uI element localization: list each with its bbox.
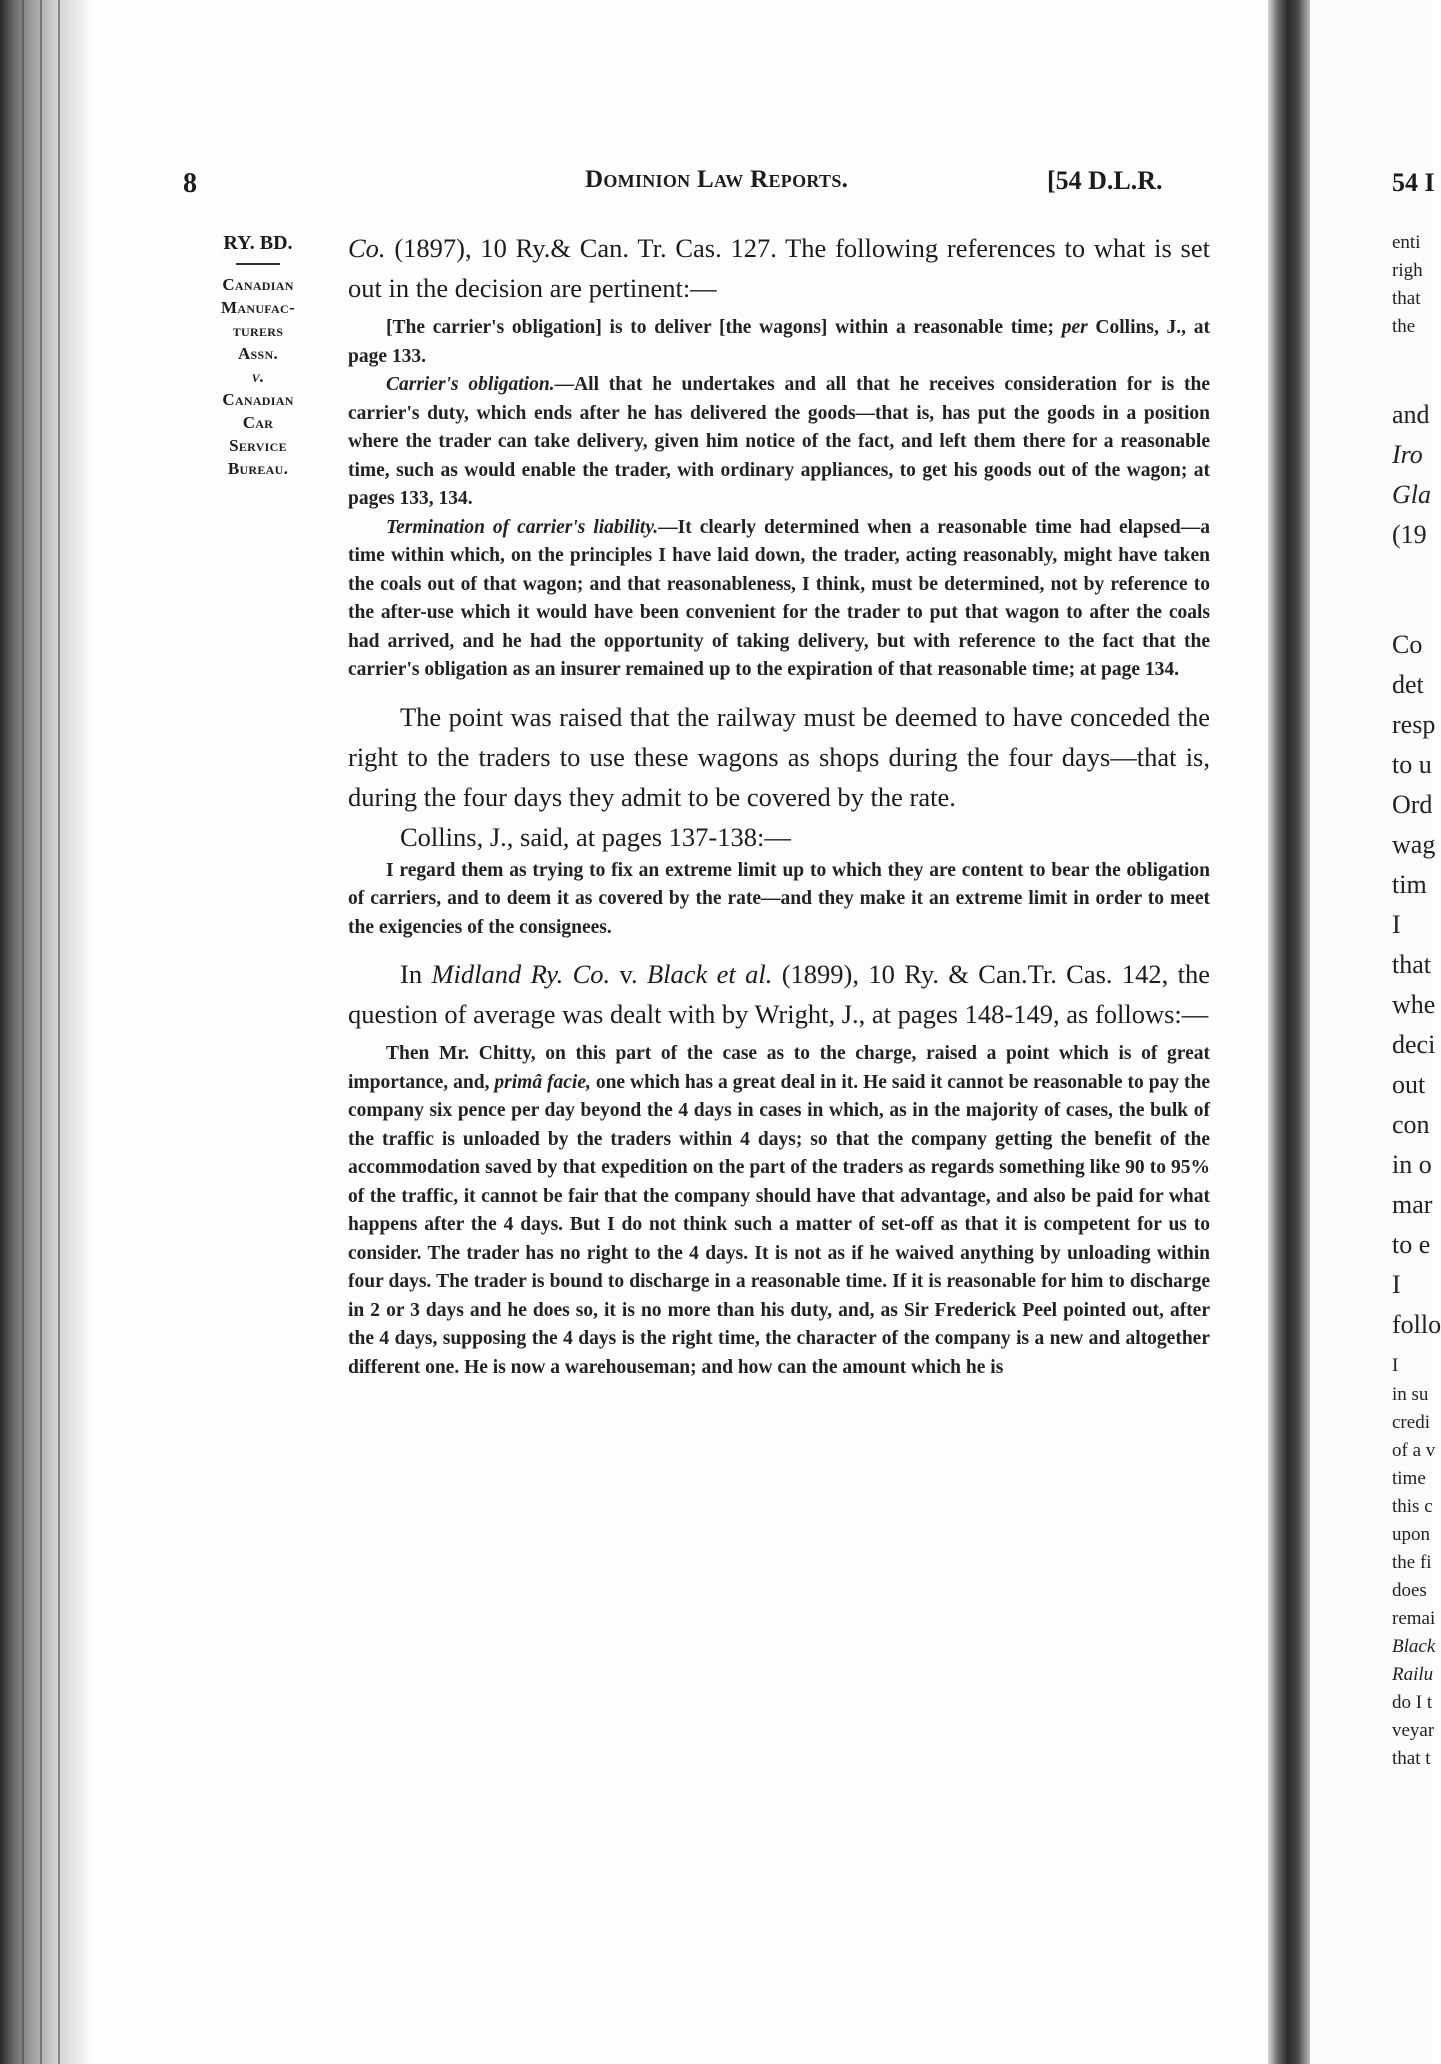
case-abbrev: Co. xyxy=(348,233,386,263)
facing-page-line: the fi xyxy=(1392,1552,1432,1573)
quote-5-text: one which has a great deal in it. He said it cannot be reasonable to pay the company six pence per day beyond the 4 days in cases in which, as in the majority of cases, the bulk of the traffic is unloaded by the traders within 4 days; so that the company getting the benefit of the accommodation saved by that expedition on the part of the traders as regards something like 90 to 95% of the traffic, it cannot be fair that the company should have that advantage, and also be paid for what happens after the 4 days. But I do not think such a matter of set-off as that it is competent for us to consider. The trader has no right to the 4 days. It is not as if he waived anything by unloading within four days. The trader is bound to discharge in a reasonable time. If it is reasonable for him to discharge in 2 or 3 days and he does so, it is no more than his duty, and, as Sir Frederick Peel pointed out, after the 4 days, supposing the 4 days is the right time, the character of the company is a new and altogether different one. He is now a warehouseman; and how can the amount which he is xyxy=(348,1071,1210,1378)
facing-page-line: that t xyxy=(1392,1748,1431,1769)
page-number: 8 xyxy=(183,168,197,199)
facing-page-line: (19 xyxy=(1392,520,1427,549)
facing-page-line: con xyxy=(1392,1110,1430,1139)
facing-page-line: Co xyxy=(1392,630,1423,659)
side-note xyxy=(190,232,326,480)
facing-page-line: follo xyxy=(1392,1310,1441,1339)
facing-page-line: and xyxy=(1392,400,1430,429)
facing-page-line: Gla xyxy=(1392,480,1431,509)
quote-1 xyxy=(348,314,1210,371)
facing-page-line: remai xyxy=(1392,1608,1436,1629)
paragraph-4 xyxy=(348,954,1210,1034)
quote-5-lead: Then Mr. Chitty, on this part of the case as to the charge, raised a point which is of great importance, and, xyxy=(348,1043,1210,1093)
quote-2 xyxy=(348,371,1210,514)
facing-page-line: Iro xyxy=(1392,440,1423,469)
facing-page-line: Ord xyxy=(1392,790,1433,819)
facing-page-line: deci xyxy=(1392,1030,1436,1059)
quote-3 xyxy=(348,514,1210,685)
side-note-party-line: Bureau. xyxy=(227,459,289,478)
facing-page-line: Railu xyxy=(1392,1664,1434,1685)
facing-page-line: to u xyxy=(1392,750,1432,779)
side-note-court: RY. BD. xyxy=(223,232,293,254)
book-binding xyxy=(0,0,95,2064)
quote-3-text: —It clearly determined when a reasonable time had elapsed—a time within which, on the principles I have laid down, the trader, acting reasonably, might have taken the coals out of that wagon; and that reasonableness, I think, must be determined, not by reference to the after-use which it would have been convenient for the trader to put that wagon to after the coals had arrived, and he had the opportunity of taking delivery, but with reference to the fact that the carrier's obligation as an insurer remained up to the expiration of that reasonable time; at page 134. xyxy=(348,516,1210,680)
quote-3-heading: Termination of carrier's liability. xyxy=(386,516,659,538)
quote-4: I regard them as trying to fix an extreme limit up to which they are content to bear the obligation of carriers, and to deem it as covered by the rate—and they make it an extreme limit in order to meet the exigencies of the consignees. xyxy=(348,859,1210,938)
facing-page-line: out xyxy=(1392,1070,1426,1099)
paragraph-4-text: (1899), 10 Ry. & Can.Tr. Cas. 142, the question of average was dealt with by Wright, J., at pages 148-149, as follows:— xyxy=(348,959,1211,1029)
facing-page-line: Black xyxy=(1392,1636,1436,1657)
facing-page-line: mar xyxy=(1392,1190,1433,1219)
facing-page-line: that xyxy=(1392,288,1421,309)
facing-page-line: tim xyxy=(1392,870,1427,899)
quote-1-tail: Collins, J., at page 133. xyxy=(348,317,1211,367)
facing-page-line: I xyxy=(1392,1270,1401,1299)
side-note-party-line: Manufac- xyxy=(221,298,295,317)
case-name-1: Midland Ry. Co. xyxy=(431,959,611,989)
facing-page-line: in o xyxy=(1392,1150,1432,1179)
quote-5 xyxy=(348,1040,1210,1382)
facing-page-line: enti xyxy=(1392,232,1421,253)
facing-page-line: this c xyxy=(1392,1496,1433,1517)
facing-page-line: does xyxy=(1392,1580,1427,1601)
page-fold xyxy=(1268,0,1310,2064)
facing-page-line: upon xyxy=(1392,1524,1430,1545)
facing-page-line: wag xyxy=(1392,830,1436,859)
side-note-party-line: Service xyxy=(229,436,287,455)
facing-page-line: I xyxy=(1392,1355,1399,1376)
side-note-party-line: Canadian xyxy=(222,275,294,294)
facing-page-line: whe xyxy=(1392,990,1436,1019)
facing-page-line: time xyxy=(1392,1468,1426,1489)
volume-reference: [54 D.L.R. xyxy=(1047,166,1163,195)
facing-page-line: to e xyxy=(1392,1230,1431,1259)
facing-page-line: righ xyxy=(1392,260,1423,281)
quote-1-per: per xyxy=(1061,317,1088,338)
facing-page-line: do I t xyxy=(1392,1692,1433,1713)
running-head: Dominion Law Reports. xyxy=(585,166,849,193)
facing-page-line: det xyxy=(1392,670,1424,699)
paragraph-1-text: (1897), 10 Ry.& Can. Tr. Cas. 127. The following references to what is set out in the decision are pertinent:— xyxy=(348,233,1210,303)
facing-page-line: in su xyxy=(1392,1384,1429,1405)
side-note-party-line: v. xyxy=(251,367,265,386)
quote-1-text: [The carrier's obligation] is to deliver [the wagons] within a reasonable time; xyxy=(386,317,1062,338)
paragraph-1 xyxy=(348,228,1210,308)
side-note-party-line: Assn. xyxy=(237,344,279,363)
side-note-party-line: turers xyxy=(232,321,284,340)
paragraph-2: The point was raised that the railway must be deemed to have conceded the right to the traders to use these wagons as shops during the four days—that is, during the four days they admit to be covered by the rate. xyxy=(348,701,1210,812)
side-note-parties xyxy=(190,273,326,480)
case-name-2: Black et al. xyxy=(646,959,773,989)
side-note-party-line: Canadian xyxy=(222,390,294,409)
side-note-rule xyxy=(236,263,280,265)
facing-page-line: credi xyxy=(1392,1412,1430,1433)
quote-2-text: —All that he undertakes and all that he receives consideration for is the carrier's duty, which ends after he has delivered the goods—that is, has put the goods in a position where the trader can take delivery, given him notice of the fact, and left them there for a reasonable time, such as would enable the trader, with ordinary appliances, to get his goods out of the wagon; at pages 133, 134. xyxy=(348,374,1210,509)
paragraph-4-lead: In xyxy=(400,959,432,989)
quote-5-latin: primâ facie, xyxy=(494,1071,591,1093)
facing-page-line: veyar xyxy=(1392,1720,1435,1741)
facing-page-line: the xyxy=(1392,316,1416,337)
main-text xyxy=(348,228,1210,1382)
quote-2-heading: Carrier's obligation. xyxy=(386,374,555,395)
versus: v. xyxy=(610,959,647,989)
facing-page-line: that xyxy=(1392,950,1431,979)
facing-page-line: I xyxy=(1392,910,1401,939)
paragraph-3: Collins, J., said, at pages 137-138:— xyxy=(400,821,791,852)
facing-page-line: of a v xyxy=(1392,1440,1436,1461)
facing-page-head: 54 I xyxy=(1392,168,1435,197)
facing-page xyxy=(1310,0,1441,2064)
side-note-party-line: Car xyxy=(242,413,274,432)
facing-page-line: resp xyxy=(1392,710,1436,739)
